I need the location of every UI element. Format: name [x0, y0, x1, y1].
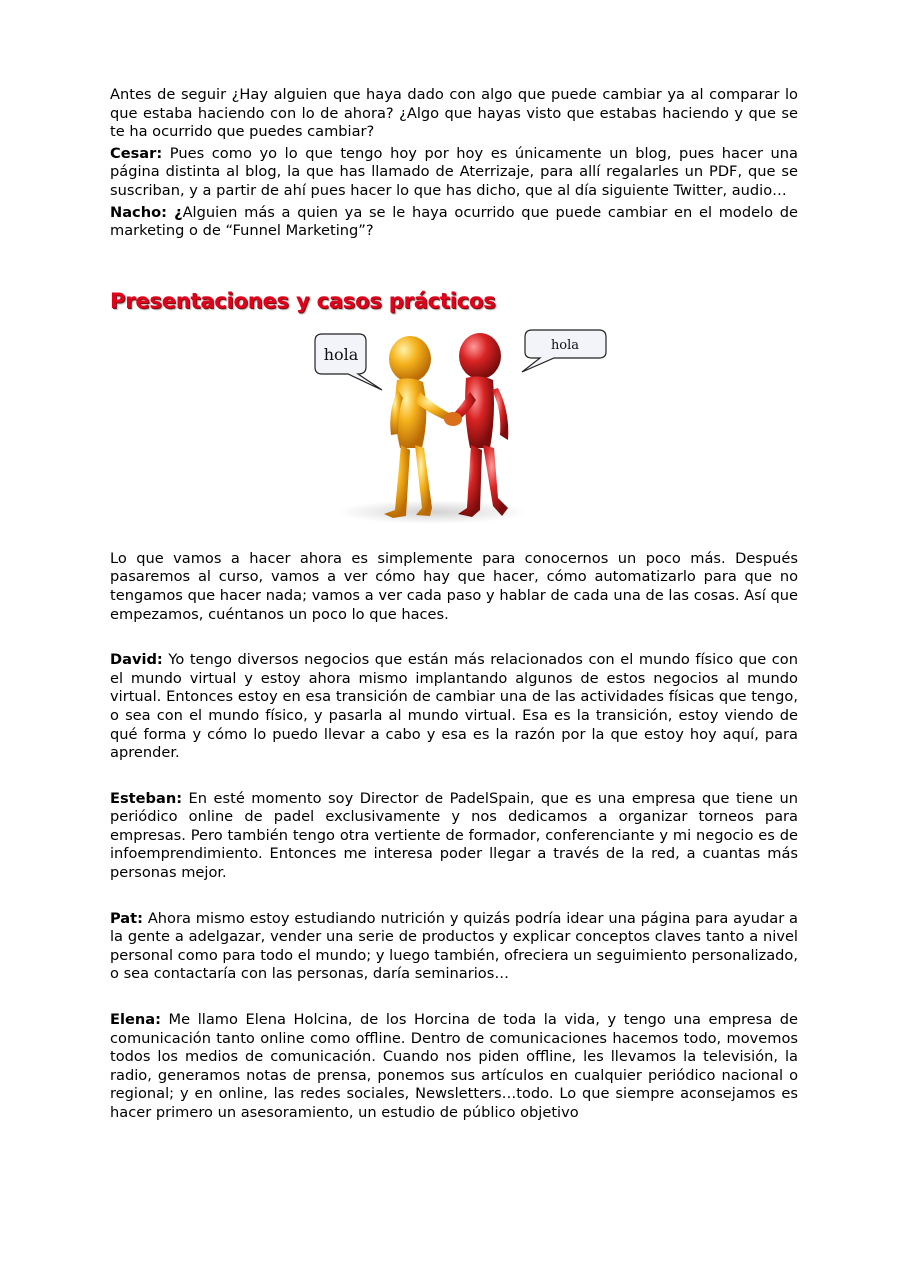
orange-figure [384, 336, 456, 518]
bubble-right-text: hola [550, 337, 580, 353]
handshake-image [110, 320, 798, 530]
bubble-left-text: hola [323, 344, 359, 364]
lead-paragraph: Lo que vamos a hacer ahora es simplemente para conocernos un poco más. Después pasaremos al curso, vamos a ver cómo hay que hacer, cómo automatizarlo para que no tengamos que hacer nada; vamos a ver cada paso y hablar de cada una de las cosas. Así que empezamos, cuéntanos un poco lo que haces. [110, 549, 798, 623]
speech-bubble-left [315, 334, 382, 390]
red-figure [450, 333, 508, 517]
handshake-illustration [110, 320, 798, 530]
speaker-name: Cesar: [110, 144, 163, 162]
introduction-david [110, 651, 798, 763]
document-page [110, 86, 798, 1123]
speaker-name: Pat: [110, 909, 143, 927]
section-heading: Presentaciones y casos prácticos [110, 288, 496, 313]
speaker-name: Nacho: ¿ [110, 203, 183, 221]
dialogue-nacho [110, 204, 798, 241]
speaker-name: Elena: [110, 1011, 161, 1029]
dialogue-cesar [110, 145, 798, 201]
speech-bubble-right [522, 330, 606, 372]
dialogue-text: Pues como yo lo que tengo hoy por hoy es únicamente un blog, pues hacer una página distinta al blog, la que has llamado de Aterrizaje, para allí regalarles un PDF, que se suscriban, y a partir de ahí pues hacer lo que has dicho, que al día siguiente Twitter, audio… [110, 144, 798, 199]
intro-paragraph: Antes de seguir ¿Hay alguien que haya dado con algo que puede cambiar ya al comparar lo que estaba haciendo con lo de ahora? ¿Algo que hayas visto que estabas haciendo y que se te ha ocurrido que puedes cambiar? [110, 86, 798, 141]
dialogue-text: Alguien más a quien ya se le haya ocurrido que puede cambiar en el modelo de marketing o de “Funnel Marketing”? [110, 203, 799, 240]
introduction-esteban [110, 790, 798, 883]
introduction-pat [110, 910, 798, 984]
introduction-text: Me llamo Elena Holcina, de los Horcina de toda la vida, y tengo una empresa de comunicación tanto online como offline. Dentro de comunicaciones hacemos todo, movemos todos los medios de comunicación. Cuando nos piden offline, les llevamos la televisión, la radio, generamos notas de prensa, ponemos sus artículos en cualquier periódico nacional o regional; y en online, las redes sociales, Newsletters…todo. Lo que siempre aconsejamos es hacer primero un asesoramiento, un estudio de público objetivo [110, 1011, 798, 1121]
introduction-text: Ahora mismo estoy estudiando nutrición y quizás podría idear una página para ayudar a la gente a adelgazar, vender una serie de productos y explicar conceptos claves tanto a nivel personal como para todo el mundo; y luego también, ofreciera un seguimiento personalizado, o sea contactaría con las personas, daría seminarios… [110, 909, 798, 983]
speaker-name: Esteban: [110, 789, 183, 807]
introduction-text: Yo tengo diversos negocios que están más relacionados con el mundo físico que con el mundo virtual y estoy ahora mismo implantando algunos de estos negocios al mundo virtual. Entonces estoy en esa transición de cambiar una de las actividades físicas que tengo, o sea con el mundo físico, y pasarla al mundo virtual. Esa es la transición, estoy viendo de qué forma y cómo lo puedo llevar a cabo y esa es la razón por la que estoy hoy aquí, para aprender. [110, 651, 798, 762]
speaker-name: David: [110, 651, 163, 669]
introduction-text: En esté momento soy Director de PadelSpain, que es una empresa que tiene un periódico online de padel exclusivamente y nos dedicamos a organizar torneos para empresas. Pero también tengo otra vertiente de formador, conferenciante y mi negocio es de infoemprendimiento. Entonces me interesa poder llegar a través de la red, a cuantas más personas mejor. [110, 789, 798, 882]
introduction-elena [110, 1011, 798, 1123]
handshake-hands [444, 412, 462, 426]
